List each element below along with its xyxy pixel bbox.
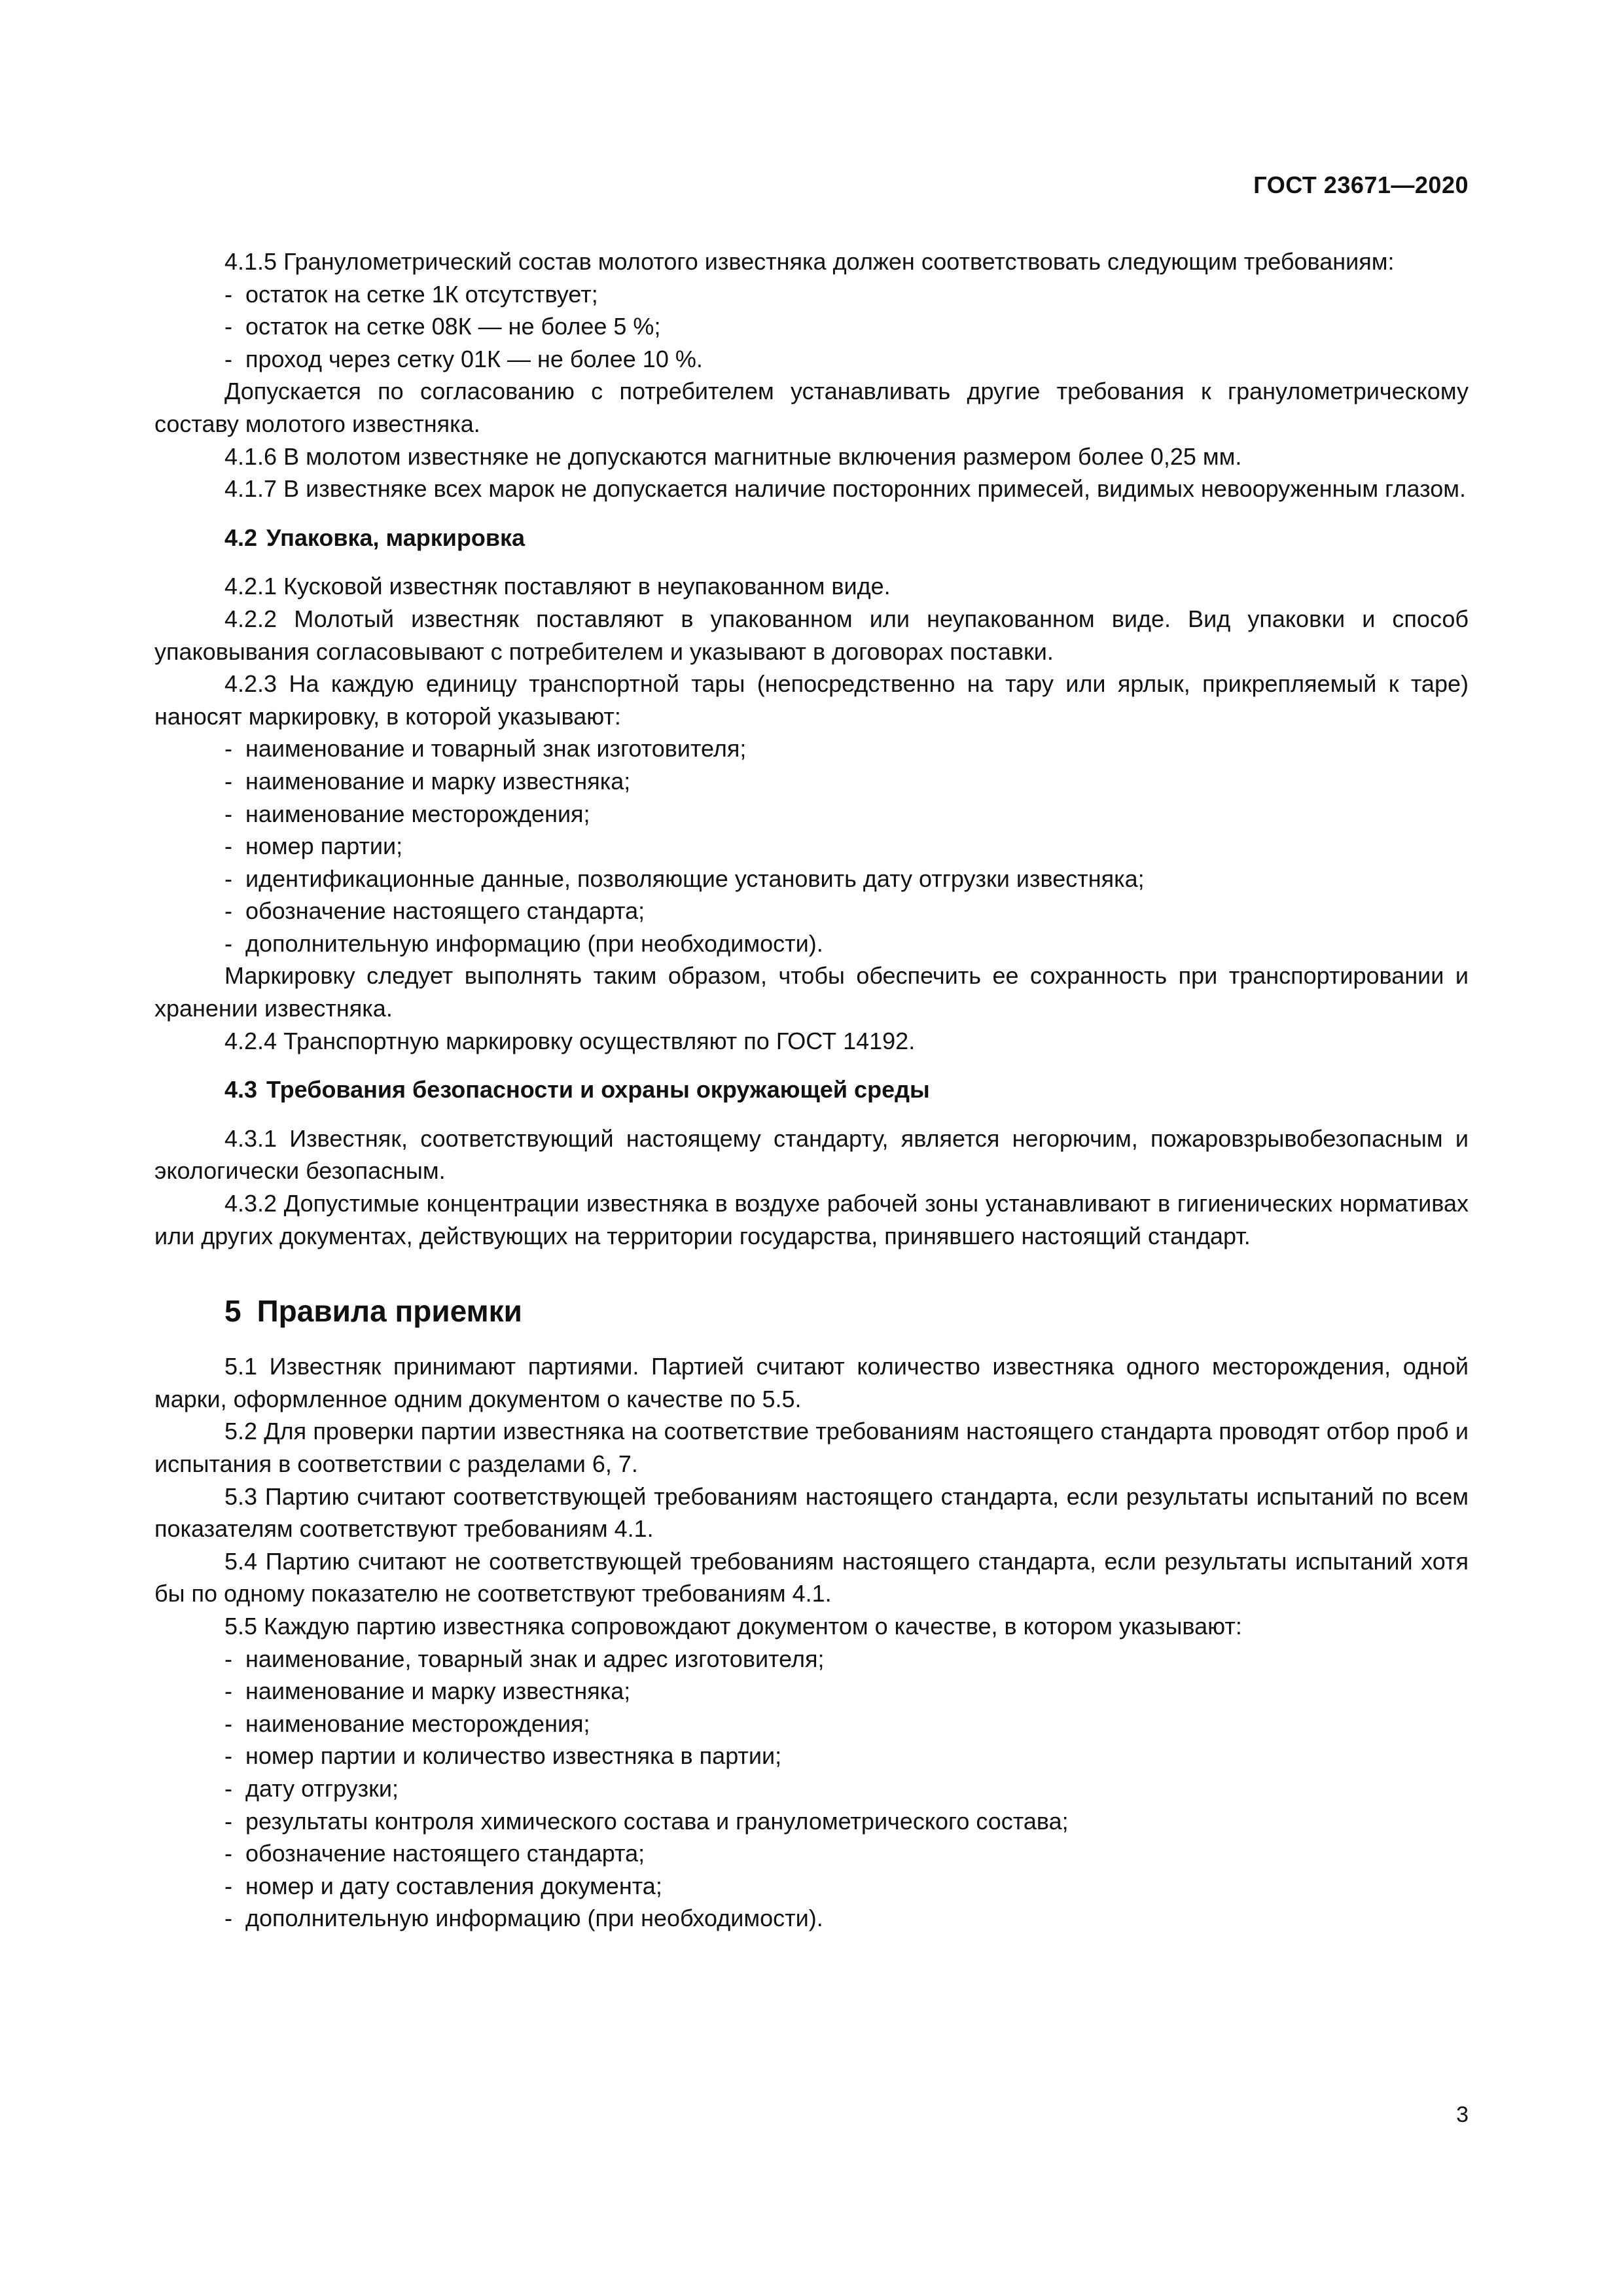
paragraph-4-3-1: 4.3.1 Известняк, соответствующий настоящему стандарту, является негорючим, пожаровзрывобезопасным и экологически безопасным. <box>154 1124 1469 1185</box>
list-item: - результаты контроля химического состава и гранулометрического состава; <box>224 1807 1069 1835</box>
section-number: 4.2 <box>224 524 258 551</box>
list-item: - проход через сетку 01К — не более 10 %. <box>224 345 703 372</box>
paragraph-4-1-5: 4.1.5 Гранулометрический состав молотого известняка должен соответствовать следующим требованиям: <box>224 248 1395 275</box>
list-item: - обозначение настоящего стандарта; <box>224 1840 645 1867</box>
list-4-1-5 <box>154 278 1469 376</box>
paragraph-5-3: 5.3 Партию считают соответствующей требованиям настоящего стандарта, если результаты испытаний по всем показателям соответствуют требованиям 4.1. <box>154 1482 1469 1543</box>
list-item: - наименование месторождения; <box>224 1710 590 1737</box>
document-body <box>154 245 1469 1935</box>
paragraph-4-1-7: 4.1.7 В известняке всех марок не допускается наличие посторонних примесей, видимых невооруженным глазом. <box>224 475 1466 503</box>
list-item: - номер партии и количество известняка в партии; <box>224 1742 782 1770</box>
section-number: 5 <box>224 1294 241 1329</box>
paragraph-4-2-2: 4.2.2 Молотый известняк поставляют в упакованном или неупакованном виде. Вид упаковки и способ упаковывания согласовывают с потребителем и указывают в договорах поставки. <box>154 605 1469 665</box>
section-heading-4-2 <box>154 522 1469 554</box>
paragraph-5-5: 5.5 Каждую партию известняка сопровождают документом о качестве, в котором указывают: <box>224 1612 1242 1640</box>
list-item: - дополнительную информацию (при необходимости). <box>224 1905 823 1932</box>
list-item: - идентификационные данные, позволяющие установить дату отгрузки известняка; <box>224 865 1145 892</box>
paragraph-4-2-3: 4.2.3 На каждую единицу транспортной тары (непосредственно на тару или ярлык, прикрепляемый к таре) наносят маркировку, в которой указывают: <box>154 670 1469 730</box>
list-item: - наименование, товарный знак и адрес изготовителя; <box>224 1645 825 1672</box>
section-heading-4-3 <box>154 1073 1469 1106</box>
paragraph-4-3-2: 4.3.2 Допустимые концентрации известняка в воздухе рабочей зоны устанавливают в гигиенических нормативах или других документах, действующих на территории государства, принявшего настоящий стандарт. <box>154 1190 1469 1249</box>
list-item: - наименование и марку известняка; <box>224 1677 631 1705</box>
section-title: Требования безопасности и охраны окружающей среды <box>266 1076 930 1103</box>
list-5-5 <box>154 1643 1469 1935</box>
list-item: - наименование и товарный знак изготовителя; <box>224 735 747 762</box>
section-number: 4.3 <box>224 1076 258 1103</box>
document-header-standard: ГОСТ 23671—2020 <box>1253 171 1469 198</box>
list-item: - остаток на сетке 08К — не более 5 %; <box>224 313 661 340</box>
paragraph-4-1-6: 4.1.6 В молотом известняке не допускаются магнитные включения размером более 0,25 мм. <box>224 442 1242 470</box>
list-item: - дополнительную информацию (при необходимости). <box>224 929 823 957</box>
section-title: Упаковка, маркировка <box>266 524 526 551</box>
list-item: - остаток на сетке 1К отсутствует; <box>224 280 598 308</box>
list-item: - номер партии; <box>224 833 403 860</box>
page-number: 3 <box>1456 2102 1469 2127</box>
paragraph-4-2-4: 4.2.4 Транспортную маркировку осуществляют по ГОСТ 14192. <box>224 1027 916 1054</box>
list-item: - обозначение настоящего стандарта; <box>224 897 645 925</box>
list-item: - номер и дату составления документа; <box>224 1872 662 1899</box>
paragraph-4-1-5-note: Допускается по согласованию с потребителем устанавливать другие требования к гранулометрическому составу молотого известняка. <box>154 378 1469 437</box>
list-item: - дату отгрузки; <box>224 1774 399 1802</box>
paragraph-5-2: 5.2 Для проверки партии известняка на соответствие требованиям настоящего стандарта проводят отбор проб и испытания в соответствии с разделами 6, 7. <box>154 1418 1469 1477</box>
section-title: Правила приемки <box>257 1294 522 1329</box>
list-item: - наименование и марку известняка; <box>224 767 631 795</box>
paragraph-4-2-1: 4.2.1 Кусковой известняк поставляют в неупакованном виде. <box>224 573 891 600</box>
list-4-2-3 <box>154 732 1469 960</box>
section-heading-5 <box>154 1291 1469 1331</box>
paragraph-4-2-3-note: Маркировку следует выполнять таким образом, чтобы обеспечить ее сохранность при транспортировании и хранении известняка. <box>154 962 1469 1022</box>
paragraph-5-4: 5.4 Партию считают не соответствующей требованиям настоящего стандарта, если результаты испытаний хотя бы по одному показателю не соответствуют требованиям 4.1. <box>154 1547 1469 1607</box>
paragraph-5-1: 5.1 Известняк принимают партиями. Партией считают количество известняка одного месторождения, одной марки, оформленное одним документом о качестве по 5.5. <box>154 1353 1469 1412</box>
list-item: - наименование месторождения; <box>224 800 590 827</box>
